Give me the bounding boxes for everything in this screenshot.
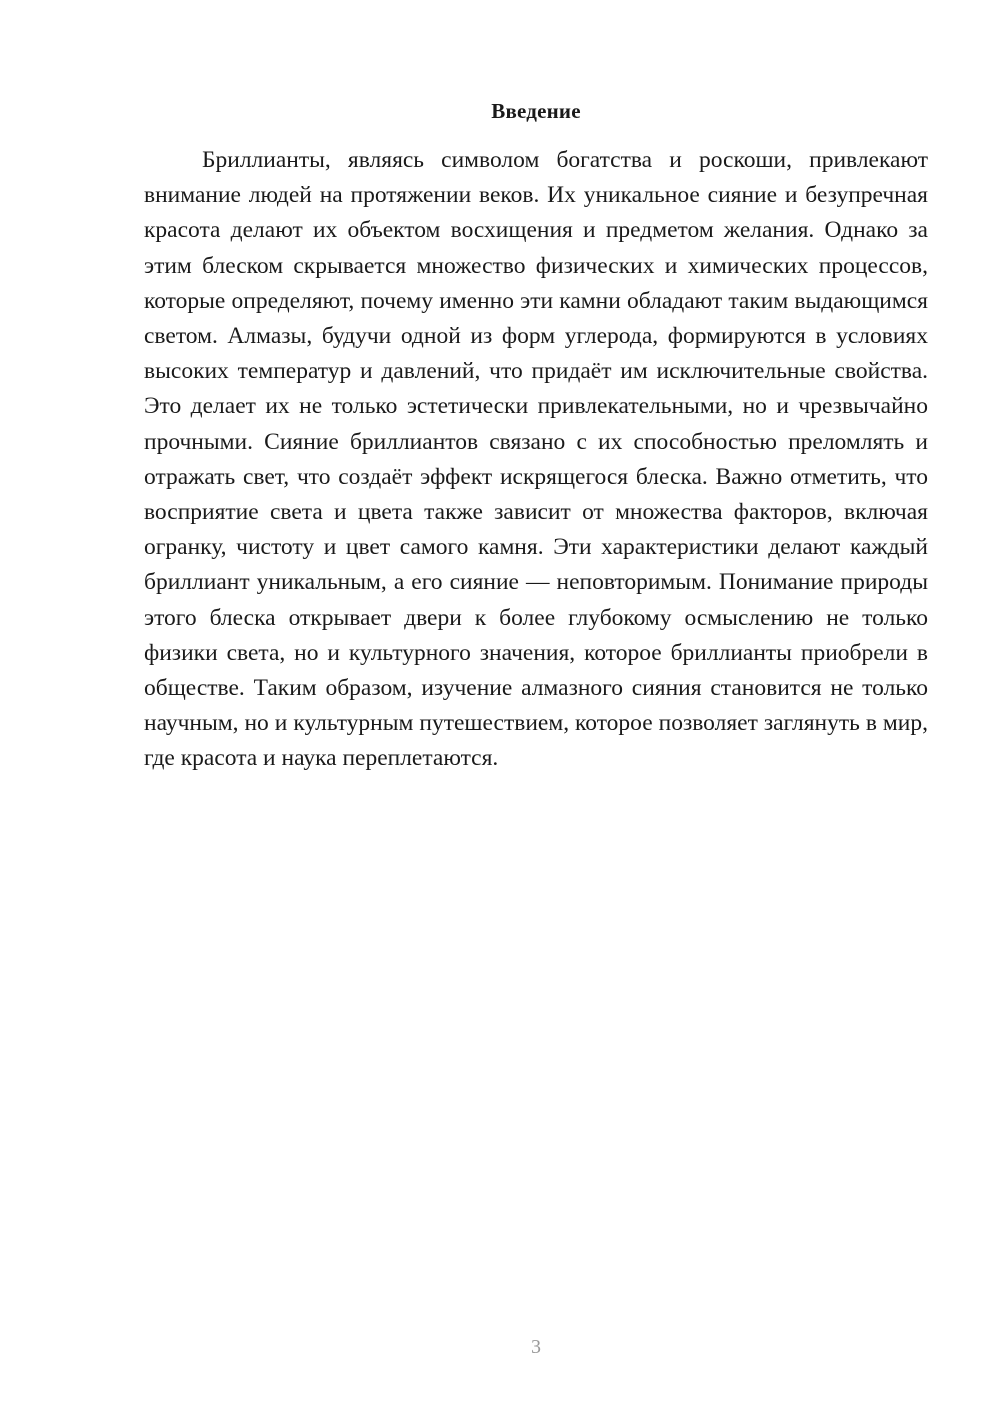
page-number: 3 [531, 1336, 541, 1358]
body-paragraph: Бриллианты, являясь символом богатства и роскоши, привлекают внимание людей на протяжении веков. Их уникальное сияние и безупречная красота делают их объектом восхищения и предметом желания. Однако за этим блеском скрывается множество физических и химических процессов, которые определяют, почему именно эти камни обладают таким выдающимся светом. Алмазы, будучи одной из форм углерода, формируются в условиях высоких температур и давлений, что придаёт им исключительные свойства. Это делает их не только эстетически привлекательными, но и чрезвычайно прочными. Сияние бриллиантов связано с их способностью преломлять и отражать свет, что создаёт эффект искрящегося блеска. Важно отметить, что восприятие света и цвета также зависит от множества факторов, включая огранку, чистоту и цвет самого камня. Эти характеристики делают каждый бриллиант уникальным, а его сияние — неповторимым. Понимание природы этого блеска открывает двери к более глубокому осмыслению не только физики света, но и культурного значения, которое бриллианты приобрели в обществе. Таким образом, изучение алмазного сияния становится не только научным, но и культурным путешествием, которое позволяет заглянуть в мир, где красота и наука переплетаются. [144, 147, 928, 772]
section-heading: Введение [491, 99, 581, 123]
